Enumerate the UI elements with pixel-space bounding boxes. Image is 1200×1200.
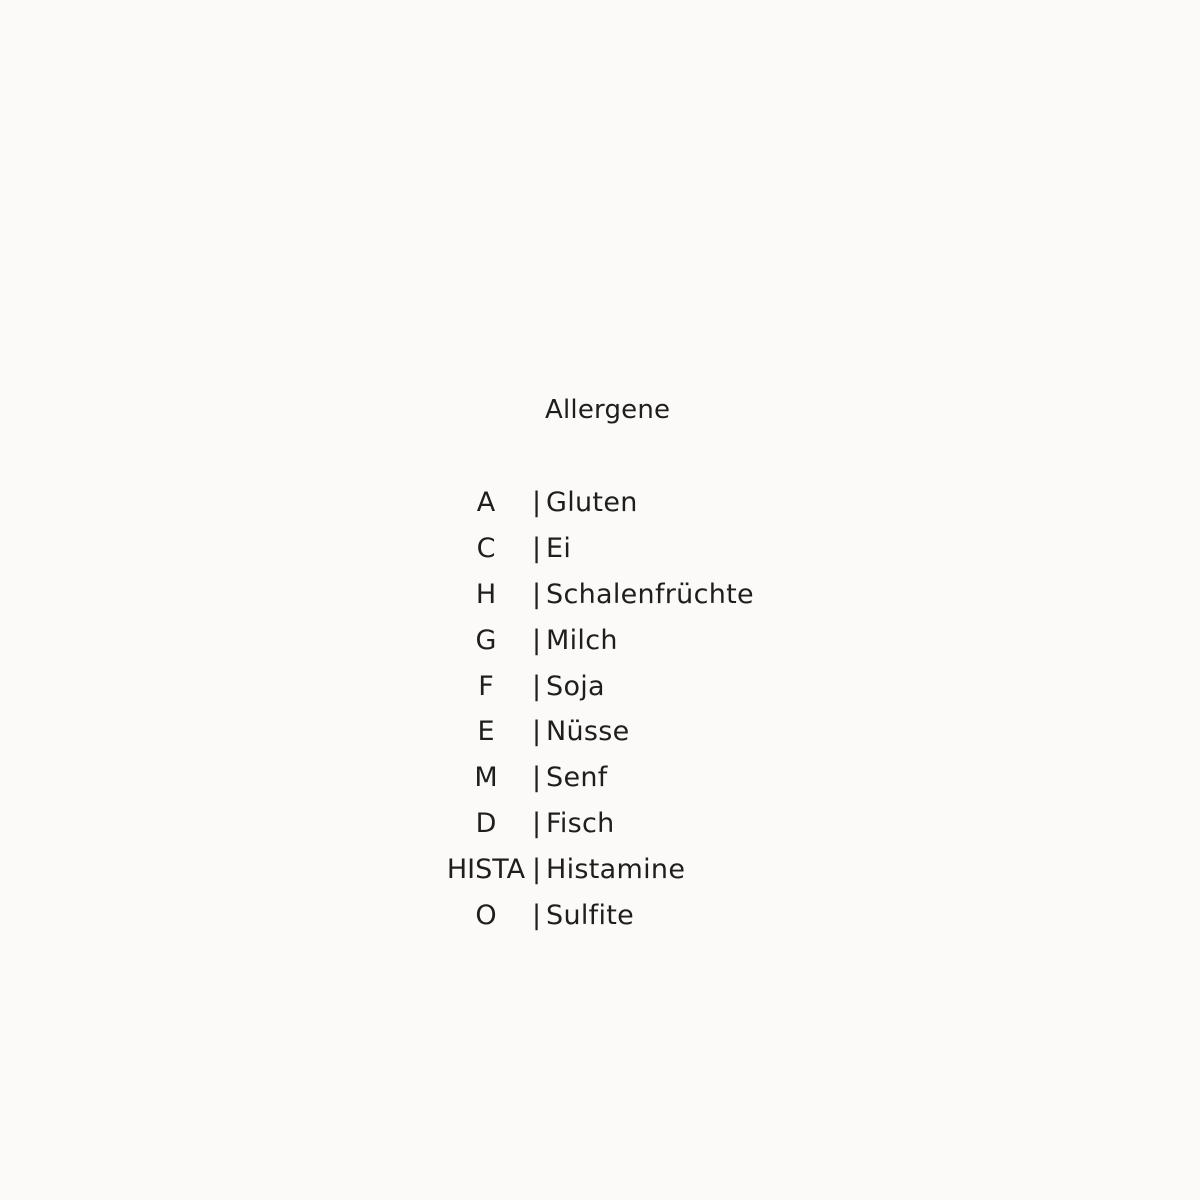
separator: | — [532, 578, 542, 610]
allergen-code: F — [478, 670, 494, 702]
separator: | — [532, 533, 542, 565]
separator: | — [532, 899, 542, 931]
allergen-row — [440, 663, 754, 709]
page-title: Allergene — [545, 395, 671, 425]
allergen-name: Soja — [546, 670, 605, 702]
allergen-row — [440, 801, 754, 847]
allergen-row — [440, 617, 754, 663]
allergen-name: Fisch — [546, 807, 615, 839]
allergen-code: E — [477, 716, 495, 748]
separator: | — [532, 716, 542, 748]
allergen-row — [440, 480, 754, 526]
separator: | — [532, 853, 542, 885]
allergen-code: D — [475, 807, 497, 839]
allergen-row — [440, 755, 754, 801]
separator: | — [532, 762, 542, 794]
allergen-name: Schalenfrüchte — [546, 578, 754, 610]
allergen-row — [440, 526, 754, 572]
allergen-code: A — [476, 487, 496, 519]
allergen-name: Ei — [546, 533, 572, 565]
allergen-list — [440, 480, 754, 938]
allergen-code: G — [475, 624, 497, 656]
allergen-name: Nüsse — [546, 716, 630, 748]
allergen-row — [440, 846, 754, 892]
allergen-code: HISTA — [446, 853, 526, 885]
allergen-name: Senf — [546, 762, 608, 794]
allergen-row — [440, 572, 754, 618]
allergen-code: H — [475, 578, 497, 610]
allergen-row — [440, 892, 754, 938]
allergen-name: Gluten — [546, 487, 638, 519]
separator: | — [532, 807, 542, 839]
allergen-name: Histamine — [546, 853, 686, 885]
allergen-code: O — [475, 899, 497, 931]
allergen-name: Sulfite — [546, 899, 635, 931]
separator: | — [532, 670, 542, 702]
separator: | — [532, 487, 542, 519]
allergen-code: M — [474, 762, 498, 794]
allergen-code: C — [476, 533, 496, 565]
allergen-name: Milch — [546, 624, 618, 656]
allergen-row — [440, 709, 754, 755]
separator: | — [532, 624, 542, 656]
